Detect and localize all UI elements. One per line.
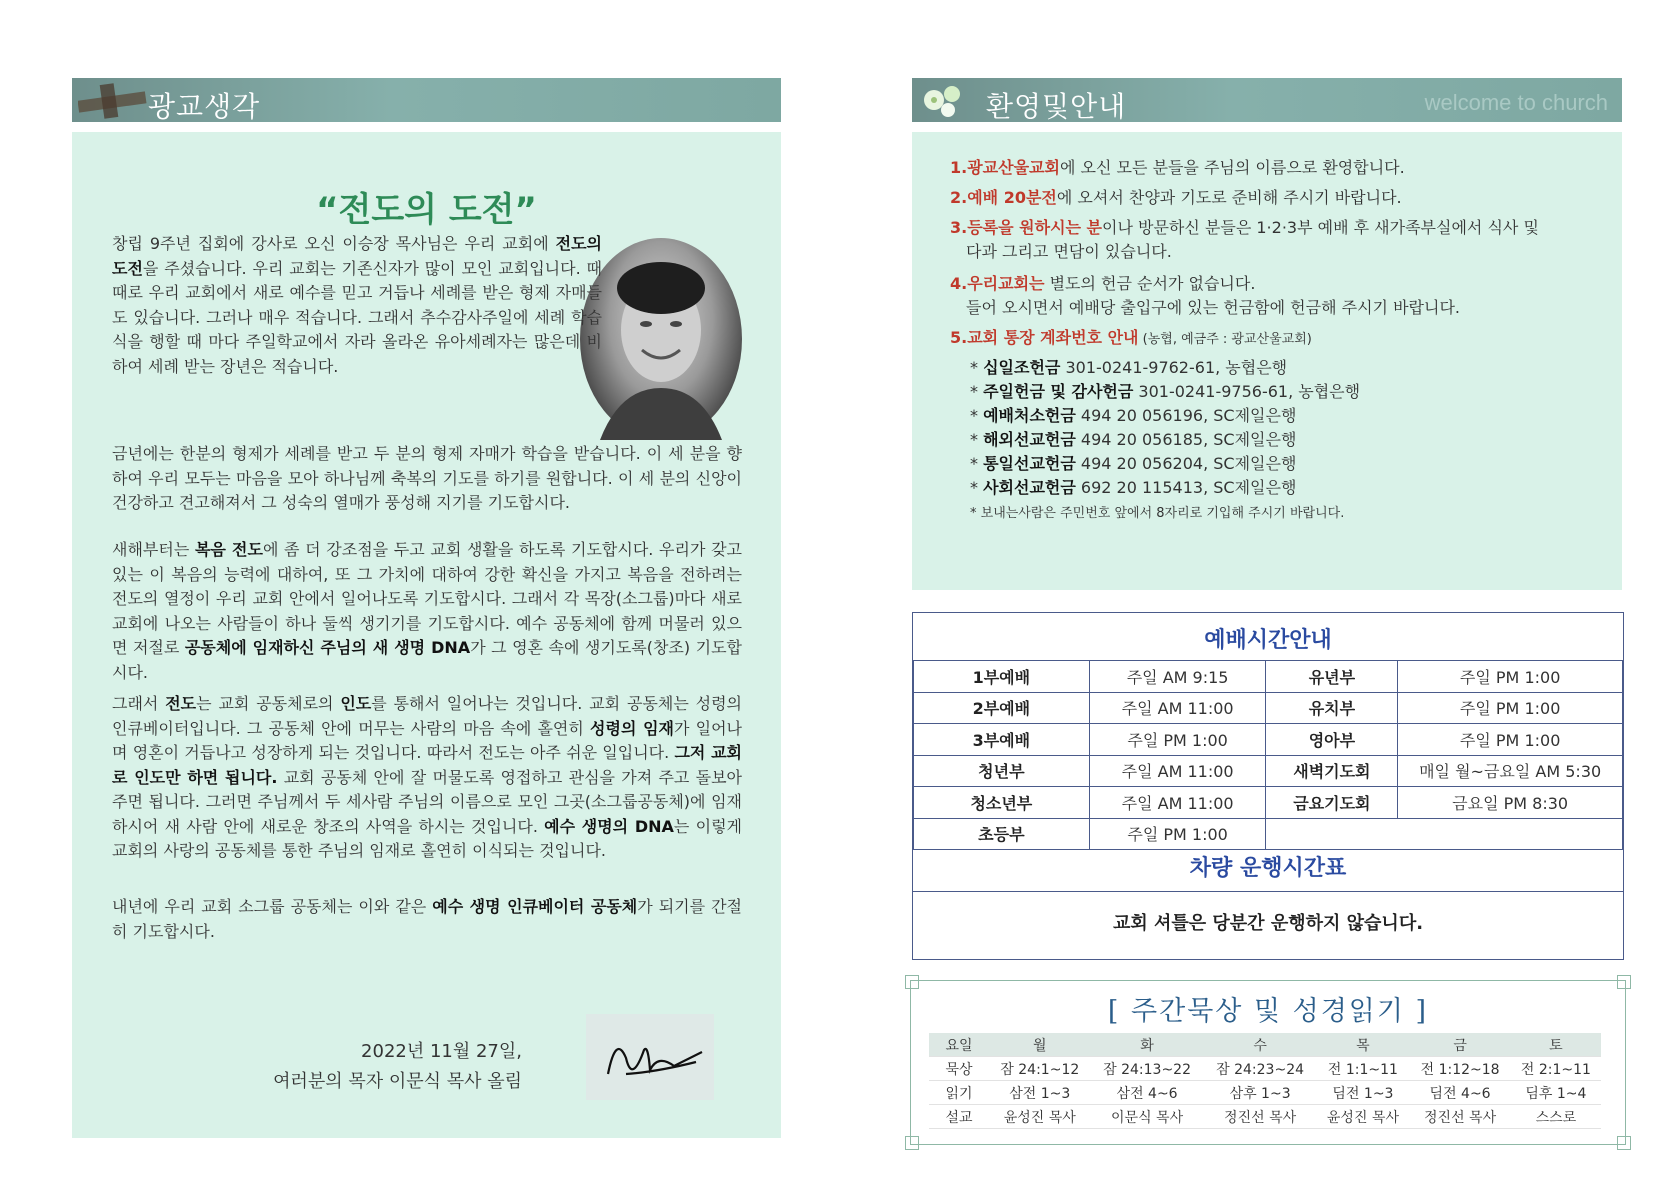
bible-row: 묵상 잠 24:1~12 잠 24:13~22 잠 24:23~24 전 1:1~11 전 1:12~18 전 2:1~11 bbox=[929, 1057, 1601, 1081]
account-note: * 보내는사람은 주민번호 앞에서 8자리로 기입해 주시기 바랍니다. bbox=[970, 506, 1345, 521]
worship-row: 2부예배 주일 AM 11:00 유치부 주일 PM 1:00 bbox=[914, 692, 1623, 724]
right-header-subtitle: welcome to church bbox=[1424, 90, 1608, 115]
bus-schedule-title: 차량 운행시간표 bbox=[1189, 856, 1347, 881]
column-date: 2022년 11월 27일, bbox=[361, 1041, 522, 1062]
bible-header-row: 요일 월 화 수 목 금 토 bbox=[929, 1033, 1601, 1057]
right-header-band bbox=[912, 78, 1622, 122]
body-text: 는 이렇게 교회의 사랑의 공동체를 통한 주님의 임재로 홀연히 이식되는 것입니다. bbox=[112, 816, 742, 860]
body-text: 금년에는 한분의 형제가 세례를 받고 두 분의 형제 자매가 학습을 받습니다. 이 세 분을 향하여 우리 모두는 마음을 모아 하나님께 축복의 기도를 하기를 원합니다. 이 세 분의 신앙이 건강하고 견고해져서 그 성숙의 열매가 풍성해 지기를 기도합시다. bbox=[112, 444, 742, 512]
bible-reading-box bbox=[910, 980, 1626, 1145]
worship-schedule bbox=[912, 612, 1624, 960]
worship-row: 초등부 주일 PM 1:00 bbox=[914, 818, 1623, 850]
worship-row: 1부예배 주일 AM 9:15 유년부 주일 PM 1:00 bbox=[914, 661, 1623, 693]
column-paragraph-4 bbox=[112, 692, 742, 864]
bible-row: 설교 윤성진 목사 이문식 목사 정진선 목사 윤성진 목사 정진선 목사 스스로 bbox=[929, 1105, 1601, 1129]
cross-icon bbox=[78, 82, 148, 120]
corner-ornament bbox=[1617, 975, 1631, 989]
account-6: * 사회선교헌금 692 20 115413, SC제일은행 bbox=[970, 478, 1297, 497]
worship-row: 청년부 주일 AM 11:00 새벽기도회 매일 월~금요일 AM 5:30 bbox=[914, 755, 1623, 787]
welcome-info-panel bbox=[912, 132, 1622, 590]
column-paragraph-2 bbox=[112, 442, 742, 516]
body-text: 교회 공동체 안에 잘 머물도록 영접하고 관심을 가져 주고 돌보아주면 됩니다. 그러면 주님께서 두 세사람 주님의 이름으로 모인 그곳(소그룹공동체)에 임재하시어 새 사람 안에 새로운 창조의 사역을 하시는 것입니다. bbox=[112, 767, 742, 836]
bible-row: 읽기 삼전 1~3 삼전 4~6 삼후 1~3 딤전 1~3 딤전 4~6 딤후 1~4 bbox=[929, 1081, 1601, 1105]
pastor-signature bbox=[586, 1014, 714, 1100]
body-text: 에 좀 더 강조점을 두고 교회 생활을 하도록 기도합시다. 우리가 갖고 있는 이 복음의 능력에 대하여, 또 그 가치에 대하여 강한 확신을 가지고 복음을 전하려는 전도의 열정이 우리 교회 안에서 일어나도록 기도합시다. 그래서 각 목장(소그룹)마다 새로 교회에 나오는 사람들이 하나 둘씩 생기기를 기도합시다. 예수 공동체에 함께 머물러 있으면 저절로 bbox=[112, 540, 742, 657]
column-paragraph-3 bbox=[112, 538, 742, 685]
emphasis-text: 예수 생명의 DNA bbox=[544, 816, 674, 836]
signoff-block bbox=[222, 1037, 522, 1097]
corner-ornament bbox=[905, 975, 919, 989]
body-text: 가 되기를 간절히 기도합시다. bbox=[112, 897, 742, 941]
account-2: * 주일헌금 및 감사헌금 301-0241-9756-61, 농협은행 bbox=[970, 382, 1361, 401]
corner-ornament bbox=[1617, 1136, 1631, 1150]
body-text: 그래서 bbox=[112, 694, 166, 713]
pastor-portrait bbox=[580, 238, 742, 440]
bus-note: 교회 셔틀은 당분간 운행하지 않습니다. bbox=[1112, 913, 1424, 934]
info-item-3: 3.등록을 원하시는 분이나 방문하신 분들은 1·2·3부 예배 후 새가족부실에서 식사 및 다과 그리고 면담이 있습니다. bbox=[950, 218, 1539, 261]
body-text: 을 주셨습니다. 우리 교회는 기존신자가 많이 모인 교회입니다. 때때로 우리 교회에서 새로 예수를 믿고 거듭나 세례를 받은 형제 자매들도 있습니다. 그러나 매우 적습니다. 그래서 추수감사주일에 세례 학습식을 행할 때 마다 주일학교에서 자라 올라온 유아세례자는 많은데 비하여 세례 받는 장년은 적습니다. bbox=[112, 258, 602, 376]
right-header-title: 환영및안내 bbox=[986, 90, 1127, 123]
account-1: * 십일조헌금 301-0241-9762-61, 농협은행 bbox=[970, 358, 1288, 377]
worship-table bbox=[913, 660, 1623, 850]
bus-divider bbox=[913, 891, 1623, 892]
body-text: 가 일어나며 영혼이 거듭나고 성장하게 되는 것입니다. 따라서 전도는 아주 쉬운 일입니다. bbox=[112, 718, 742, 762]
emphasis-text: 전도의 도전 bbox=[112, 234, 602, 278]
body-text: 는 교회 공동체로의 bbox=[196, 694, 341, 713]
body-text: 를 통해서 일어나는 것입니다. 교회 공동체는 성령의 인큐베이터입니다. 그 공동체 안에 머무는 사람의 마음 속에 홀연히 bbox=[112, 694, 742, 738]
left-header-title: 광교생각 bbox=[148, 90, 261, 123]
worship-row: 3부예배 주일 PM 1:00 영아부 주일 PM 1:00 bbox=[914, 724, 1623, 756]
emphasis-text: 예수 생명 인큐베이터 공동체 bbox=[432, 897, 638, 916]
worship-title: 예배시간안내 bbox=[1204, 628, 1332, 653]
pastor-column-panel bbox=[72, 132, 781, 1138]
info-item-1: 1.광교산울교회에 오신 모든 분들을 주님의 이름으로 환영합니다. bbox=[950, 158, 1405, 177]
body-text: 창립 9주년 집회에 강사로 오신 이승장 목사님은 우리 교회에 bbox=[112, 234, 556, 253]
emphasis-text: 복음 전도 bbox=[194, 540, 263, 559]
account-3: * 예배처소헌금 494 20 056196, SC제일은행 bbox=[970, 406, 1297, 425]
column-signoff: 여러분의 목자 이문식 목사 올림 bbox=[273, 1071, 522, 1092]
account-5: * 통일선교헌금 494 20 056204, SC제일은행 bbox=[970, 454, 1297, 473]
corner-ornament bbox=[905, 1136, 919, 1150]
left-header-band bbox=[72, 78, 781, 122]
info-item-5: 5.교회 통장 계좌번호 안내 (농협, 예금주 : 광교산울교회) bbox=[950, 328, 1312, 347]
column-paragraph-5 bbox=[112, 895, 742, 944]
emphasis-text: 공동체에 임재하신 주님의 새 생명 DNA bbox=[184, 638, 471, 657]
flower-icon bbox=[916, 80, 976, 120]
body-text: 내년에 우리 교회 소그룹 공동체는 이와 같은 bbox=[112, 897, 433, 916]
bible-table bbox=[929, 1033, 1601, 1129]
body-text: 가 그 영혼 속에 생기도록(창조) 기도합시다. bbox=[112, 638, 742, 682]
account-4: * 해외선교헌금 494 20 056185, SC제일은행 bbox=[970, 430, 1297, 449]
emphasis-text: 성령의 임재 bbox=[590, 718, 674, 738]
worship-row: 청소년부 주일 AM 11:00 금요기도회 금요일 PM 8:30 bbox=[914, 787, 1623, 819]
info-item-2: 2.예배 20분전에 오셔서 찬양과 기도로 준비해 주시기 바랍니다. bbox=[950, 188, 1402, 207]
bible-title: [ 주간묵상 및 성경읽기 ] bbox=[1107, 996, 1429, 1027]
emphasis-text: 전도 bbox=[165, 694, 197, 713]
body-text: 새해부터는 bbox=[112, 540, 195, 559]
column-paragraph-1 bbox=[112, 232, 602, 379]
info-item-4: 4.우리교회는 별도의 헌금 순서가 없습니다. 들어 오시면서 예배당 출입구에 있는 헌금함에 헌금해 주시기 바랍니다. bbox=[950, 274, 1460, 317]
column-title: “전도의 도전” bbox=[316, 190, 537, 230]
emphasis-text: 인도 bbox=[340, 694, 372, 713]
emphasis-text: 그저 교회로 인도만 하면 됩니다. bbox=[112, 743, 742, 787]
